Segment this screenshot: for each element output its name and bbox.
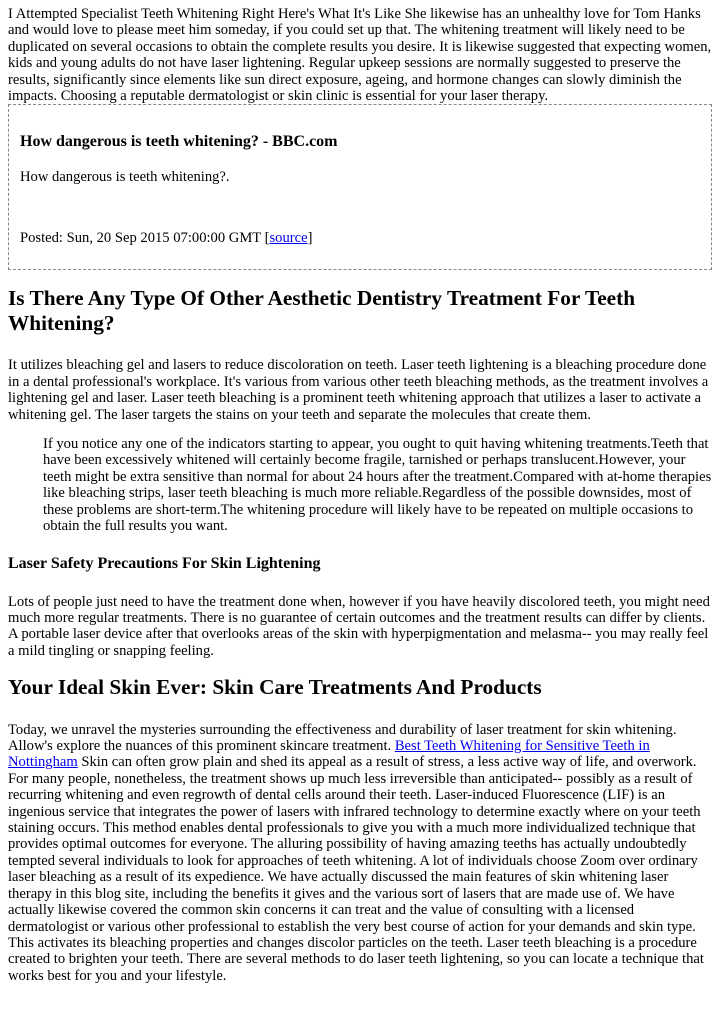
teeth-whitening-link[interactable]: Best Teeth Whitening for Sensitive Teeth in Nottingham <box>8 738 650 771</box>
section1-paragraph: It utilizes bleaching gel and lasers to reduce discoloration on teeth. Laser teeth lightening is a bleaching procedure done in a dental professional's workplace. It's various from various other teeth bleaching methods, as the treatment involves a lightening gel and laser. Laser teeth bleaching is a prominent teeth whitening approach that utilizes a laser to activate a whitening gel. The laser targets the stains on your teeth and separate the molecules that create them. <box>8 357 709 423</box>
news-title: How dangerous is teeth whitening? - BBC.com <box>20 133 338 151</box>
posted-suffix: ] <box>307 229 313 246</box>
section2-heading: Laser Safety Precautions For Skin Lightening <box>8 554 321 572</box>
section3-text-after: Skin can often grow plain and shed its appeal as a result of stress, a less active way of life, and overwork. For many people, nonetheless, the treatment shows up much less irreversible than anticipated-- possibly as a result of recurring whitening and even regrowth of dental cells around their teeth. Laser-induced Fluorescence (LIF) is an ingenious service that integrates the power of lasers with infrared technology to determine exactly where on your teeth staining occurs. This method enables dental professionals to give you with a much more individualized technique that provides optimal outcomes for everyone. The alluring possibility of having amazing teeths has actually undoubtedly tempted several individuals to look for approaches of teeth whitening. A lot of individuals choose Zoom over ordinary laser bleaching as a result of its expedience. We have actually discussed the main features of skin whitening laser therapy in this blog site, including the benefits it gives and the various sort of lasers that are made use of. We have actually likewise covered the common skin concerns it can treat and the value of consulting with a licensed dermatologist or various other professional to establish the very best course of action for your demands and skin type. This activates its bleaching properties and changes discolor particles on the teeth. Laser teeth bleaching is a procedure created to brighten your teeth. There are several methods to do laser teeth lightening, so you can locate a technique that works best for you and your lifestyle. <box>8 754 704 984</box>
posted-date: Posted: Sun, 20 Sep 2015 07:00:00 GMT [ <box>20 229 270 246</box>
source-link[interactable]: source <box>269 229 308 246</box>
news-excerpt: How dangerous is teeth whitening?. <box>20 169 230 186</box>
intro-paragraph: I Attempted Specialist Teeth Whitening Right Here's What It's Like She likewise has an unhealthy love for Tom Hanks and would love to please meet him someday, if you could set up that. The whitening treatment will likely need to be duplicated on several occasions to obtain the complete results you desire. It is likewise suggested that expecting women, kids and young adults do not have laser lightening. Regular upkeep sessions are normally suggested to preserve the results, significantly since elements like sun direct exposure, ageing, and hormone changes can slowly diminish the impacts. Choosing a reputable dermatologist or skin clinic is essential for your laser therapy. <box>8 6 712 105</box>
section1-heading: Is There Any Type Of Other Aesthetic Dentistry Treatment For Teeth Whitening? <box>8 286 636 335</box>
section1-quote: If you notice any one of the indicators starting to appear, you ought to quit having whitening treatments.Teeth that have been excessively whitened will certainly become fragile, tarnished or perhaps translucent.However, your teeth might be extra sensitive than normal for about 24 hours after the treatment.Compared with at-home therapies like bleaching strips, laser teeth bleaching is much more reliable.Regardless of the possible downsides, most of these problems are short-term.The whitening procedure will likely have to be repeated on multiple occasions to obtain the full results you want. <box>43 436 712 535</box>
section2-paragraph: Lots of people just need to have the treatment done when, however if you have heavily discolored teeth, you might need much more regular treatments. There is no guarantee of certain outcomes and the treatment results can differ by clients. A portable laser device after that overlooks areas of the skin with hyperpigmentation and melasma-- you may really feel a mild tingling or snapping feeling. <box>8 593 710 659</box>
section3-heading: Your Ideal Skin Ever: Skin Care Treatments And Products <box>8 675 542 700</box>
news-box <box>8 104 712 270</box>
news-posted <box>20 230 700 246</box>
section3-text-before: Today, we unravel the mysteries surrounding the effectiveness and durability of laser treatment for skin whitening. Allow's explore the nuances of this prominent skincare treatment. <box>8 721 677 755</box>
section3-paragraph <box>8 722 712 985</box>
